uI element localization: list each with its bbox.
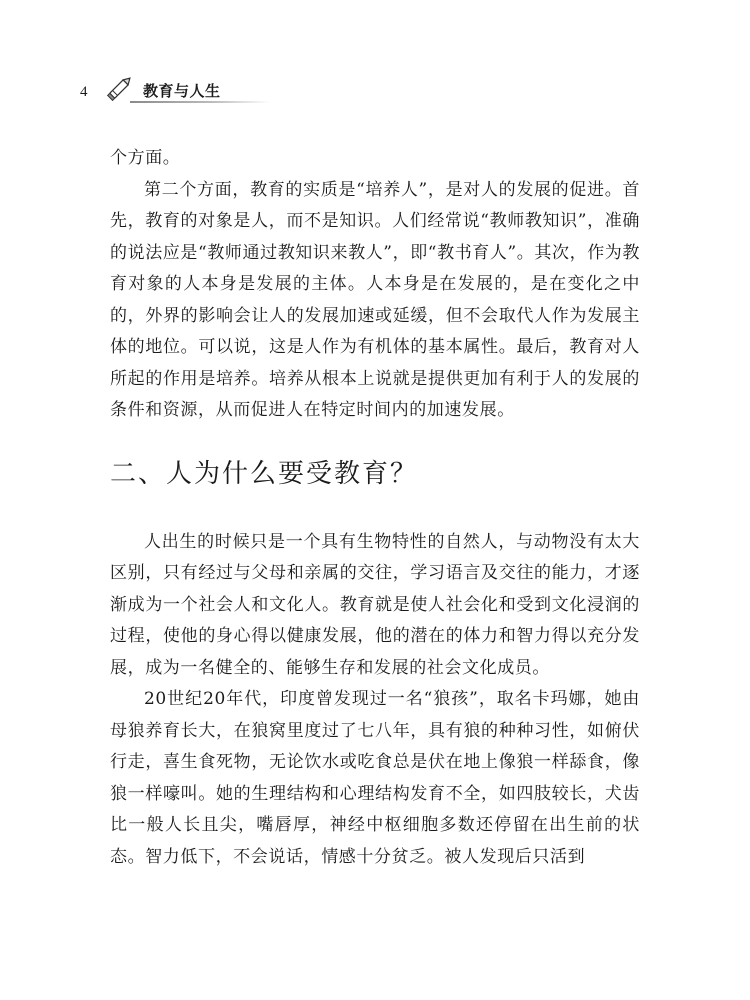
page-body [110, 143, 640, 873]
header-rule [130, 101, 270, 103]
pencil-icon [104, 72, 136, 104]
page-number: 4 [80, 84, 88, 100]
header-title: 教育与人生 [143, 82, 221, 100]
paragraph-essence-of-education: 第二个方面，教育的实质是“培养人”，是对人的发展的促进。首先，教育的对象是人，而不是知识。人们经常说“教师教知识”，准确的说法应是“教师通过教知识来教人”，即“教书育人”。其次，作为教育对象的人本身是发展的主体。人本身是在发展的，是在变化之中的，外界的影响会让人的发展加速或延缓，但不会取代人作为发展主体的地位。可以说，这是人作为有机体的基本属性。最后，教育对人所起的作用是培养。培养从根本上说就是提供更加有利于人的发展的条件和资源，从而促进人在特定时间内的加速发展。 [110, 179, 640, 420]
section-heading: 二、人为什么要受教育？ [110, 458, 419, 489]
paragraph-wolf-child: 20世纪20年代，印度曾发现过一名“狼孩”，取名卡玛娜，她由母狼养育长大，在狼窝里度过了七八年，具有狼的种种习性，如俯伏行走，喜生食死物，无论饮水或吃食总是伏在地上像狼一样舔食，像狼一样嚎叫。她的生理结构和心理结构发育不全，如四肢较长，犬齿比一般人长且尖，嘴唇厚，神经中枢细胞多数还停留在出生前的状态。智力低下，不会说话，情感十分贫乏。被人发现后只活到 [110, 689, 640, 867]
paragraph-continued: 个方面。 [110, 148, 181, 168]
paragraph-natural-to-social-person: 人出生的时候只是一个具有生物特性的自然人，与动物没有太大区别，只有经过与父母和亲属的交往，学习语言及交往的能力，才逐渐成为一个社会人和文化人。教育就是使人社会化和受到文化浸润的过程，使他的身心得以健康发展，他的潜在的体力和智力得以充分发展，成为一名健全的、能够生存和发展的社会文化成员。 [110, 531, 640, 678]
running-header [0, 0, 750, 110]
